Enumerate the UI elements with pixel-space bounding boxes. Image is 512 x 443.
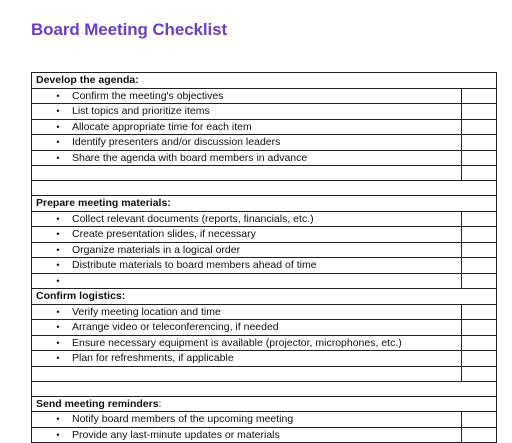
section-header-label: Prepare meeting materials: [36, 196, 171, 212]
checkbox-cell[interactable] [461, 367, 462, 381]
checklist-item[interactable] [32, 274, 496, 290]
checkbox-cell[interactable] [461, 89, 462, 104]
bullet-icon: • [53, 412, 63, 428]
checkbox-cell[interactable] [461, 258, 462, 273]
checklist-item[interactable] [32, 428, 496, 443]
checklist-item-label: Share the agenda with board members in advance [72, 151, 307, 167]
checklist-item-label: Allocate appropriate time for each item [72, 120, 252, 136]
checkbox-cell[interactable] [461, 320, 462, 335]
section-header-label: Confirm logistics: [36, 289, 125, 305]
page-title: Board Meeting Checklist [31, 20, 227, 40]
checklist-item-label: Collect relevant documents (reports, financials, etc.) [72, 212, 314, 228]
checklist-item-label: Arrange video or teleconferencing, if needed [72, 320, 279, 336]
bullet-icon: • [53, 320, 63, 336]
checklist-item[interactable] [32, 243, 496, 259]
checklist-item[interactable] [32, 258, 496, 274]
checklist-table [31, 72, 497, 443]
checkbox-cell[interactable] [461, 120, 462, 135]
checklist-item[interactable] [32, 412, 496, 428]
bullet-icon: • [53, 212, 63, 228]
checklist-item[interactable] [32, 305, 496, 321]
checklist-item-label: Create presentation slides, if necessary [72, 227, 256, 243]
checklist-item-label: Identify presenters and/or discussion leaders [72, 135, 280, 151]
checklist-item[interactable] [32, 227, 496, 243]
section-header-colon: : [159, 398, 162, 410]
bullet-icon: • [53, 104, 63, 120]
checklist-item-label: Verify meeting location and time [72, 305, 221, 321]
checklist-item-label: Distribute materials to board members ahead of time [72, 258, 317, 274]
checklist-item-label: Provide any last-minute updates or materials [72, 428, 280, 443]
checkbox-cell[interactable] [461, 227, 462, 242]
checklist-item[interactable] [32, 135, 496, 151]
checkbox-cell[interactable] [461, 336, 462, 351]
checkbox-cell[interactable] [461, 104, 462, 119]
checkbox-cell[interactable] [461, 274, 462, 289]
bullet-icon: • [53, 120, 63, 136]
section-header [32, 73, 496, 89]
bullet-icon: • [53, 151, 63, 167]
section-header-label [36, 397, 161, 413]
bullet-icon: • [53, 305, 63, 321]
bullet-icon: • [53, 135, 63, 151]
checklist-item[interactable] [32, 120, 496, 136]
checkbox-cell[interactable] [461, 243, 462, 258]
bullet-icon: • [53, 243, 63, 259]
checklist-item-label: Plan for refreshments, if applicable [72, 351, 234, 367]
checklist-item[interactable] [32, 351, 496, 367]
spacer-row [32, 382, 496, 397]
checklist-item[interactable] [32, 320, 496, 336]
checkbox-cell[interactable] [461, 412, 462, 427]
blank-row [32, 166, 496, 181]
checkbox-cell[interactable] [461, 151, 462, 166]
checklist-item-label: Confirm the meeting's objectives [72, 89, 223, 105]
checkbox-cell[interactable] [461, 212, 462, 227]
checklist-item-label: Ensure necessary equipment is available (projector, microphones, etc.) [72, 336, 402, 352]
bullet-icon: • [53, 351, 63, 367]
section-header [32, 397, 496, 413]
blank-row [32, 367, 496, 382]
checkbox-cell[interactable] [461, 428, 462, 443]
checklist-item-label: List topics and prioritize items [72, 104, 210, 120]
checklist-item[interactable] [32, 212, 496, 228]
checkbox-cell[interactable] [461, 135, 462, 150]
bullet-icon: • [53, 336, 63, 352]
bullet-icon: • [53, 428, 63, 443]
bullet-icon: • [53, 258, 63, 274]
section-header-text: Send meeting reminders [36, 398, 159, 410]
section-header [32, 289, 496, 305]
checklist-item[interactable] [32, 89, 496, 105]
checklist-item[interactable] [32, 104, 496, 120]
checkbox-cell[interactable] [461, 351, 462, 366]
spacer-row [32, 181, 496, 196]
bullet-icon: • [53, 274, 63, 290]
section-header [32, 196, 496, 212]
checkbox-cell[interactable] [461, 305, 462, 320]
bullet-icon: • [53, 89, 63, 105]
checkbox-cell[interactable] [461, 166, 462, 180]
section-header-label: Develop the agenda: [36, 73, 139, 89]
checklist-item[interactable] [32, 336, 496, 352]
bullet-icon: • [53, 227, 63, 243]
checklist-item-label: Organize materials in a logical order [72, 243, 240, 259]
checklist-item[interactable] [32, 151, 496, 167]
checklist-item-label: Notify board members of the upcoming meeting [72, 412, 293, 428]
